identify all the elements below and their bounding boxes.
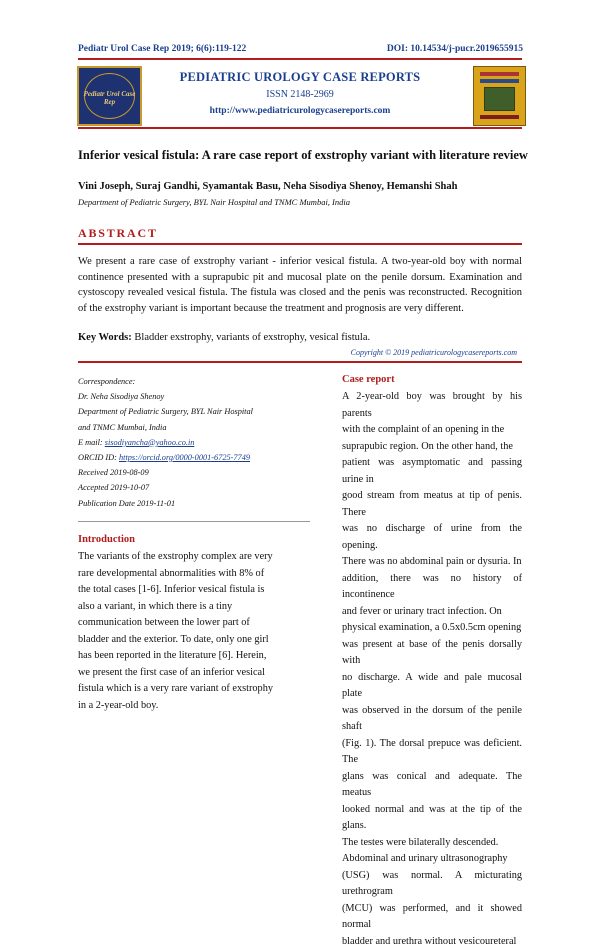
orcid-link[interactable]: https://orcid.org/0000-0001-6725-7749 bbox=[119, 453, 250, 462]
keywords-text: Bladder exstrophy, variants of exstrophy, vesical fistula. bbox=[132, 332, 370, 343]
email-link[interactable]: sisodiyancha@yahoo.co.in bbox=[105, 438, 195, 447]
text-line: rare developmental abnormalities with 8% of bbox=[78, 566, 310, 583]
text-line: suprapubic region. On the other hand, the bbox=[342, 439, 522, 456]
banner-rule bbox=[78, 127, 522, 129]
introduction-text bbox=[78, 549, 310, 714]
text-line: good stream from meatus at tip of penis. There bbox=[342, 488, 522, 521]
article-affiliation: Department of Pediatric Surgery, BYL Nair Hospital and TNMC Mumbai, India bbox=[78, 197, 350, 207]
citation-header: Pediatr Urol Case Rep 2019; 6(6):119-122 bbox=[78, 44, 246, 54]
text-line: in a 2-year-old boy. bbox=[78, 698, 310, 715]
text-line: and fever or urinary tract infection. On bbox=[342, 604, 522, 621]
text-line: The testes were bilaterally descended. bbox=[342, 835, 522, 852]
journal-logo: Pediatr Urol Case Rep bbox=[77, 66, 142, 126]
doi-header: DOI: 10.14534/j-pucr.2019655915 bbox=[387, 44, 523, 54]
text-line: The variants of the exstrophy complex are very bbox=[78, 549, 310, 566]
header-rule bbox=[78, 58, 522, 60]
text-line: (USG) was normal. A micturating urethrogram bbox=[342, 868, 522, 901]
abstract-rule bbox=[78, 243, 522, 245]
text-line: was observed in the dorsum of the penile shaft bbox=[342, 703, 522, 736]
text-line: also a variant, in which there is a tiny bbox=[78, 599, 310, 616]
correspondence-dept-2: and TNMC Mumbai, India bbox=[78, 420, 310, 435]
correspondence-dept: Department of Pediatric Surgery, BYL Nair Hospital bbox=[78, 404, 310, 419]
text-line: has been reported in the literature [6]. Herein, bbox=[78, 648, 310, 665]
publication-date: Publication Date 2019-11-01 bbox=[78, 496, 310, 511]
correspondence-rule bbox=[78, 521, 310, 522]
text-line: glans was conical and adequate. The meatus bbox=[342, 769, 522, 802]
text-line: communication between the lower part of bbox=[78, 615, 310, 632]
correspondence-email: E mail: sisodiyancha@yahoo.co.in bbox=[78, 435, 310, 450]
text-line: the total cases [1-6]. Inferior vesical fistula is bbox=[78, 582, 310, 599]
text-line: (MCU) was performed, and it showed normal bbox=[342, 901, 522, 934]
abstract-text: We present a rare case of exstrophy variant - inferior vesical fistula. A two-year-old boy with normal continence presented with a suprapubic pit and mucosal plate on the penile dorsum. Examination and cystoscopy revealed vesical fistula. The fistula was closed and the penis was reconstructed. Recognition of the exstrophy variant is important because the treatment and prognosis are very different. bbox=[78, 254, 522, 316]
text-line: addition, there was no history of incontinence bbox=[342, 571, 522, 604]
text-line: bladder and the exterior. To date, only one girl bbox=[78, 632, 310, 649]
text-line: A 2-year-old boy was brought by his parents bbox=[342, 389, 522, 422]
text-line: Abdominal and urinary ultrasonography bbox=[342, 851, 522, 868]
article-authors: Vini Joseph, Suraj Gandhi, Syamantak Basu, Neha Sisodiya Shenoy, Hemanshi Shah bbox=[78, 181, 457, 192]
case-report-heading: Case report bbox=[342, 374, 395, 385]
text-line: There was no abdominal pain or dysuria. In bbox=[342, 554, 522, 571]
journal-issn: ISSN 2148-2969 bbox=[0, 89, 600, 100]
journal-url[interactable]: http://www.pediatricurologycasereports.com bbox=[0, 106, 600, 116]
text-line: was no discharge of urine from the opening. bbox=[342, 521, 522, 554]
copyright-notice: Copyright © 2019 pediatricurologycasereports.com bbox=[78, 348, 517, 357]
text-line: (Fig. 1). The dorsal prepuce was deficient. The bbox=[342, 736, 522, 769]
text-line: physical examination, a 0.5x0.5cm opening bbox=[342, 620, 522, 637]
journal-title: PEDIATRIC UROLOGY CASE REPORTS bbox=[0, 70, 600, 85]
text-line: patient was asymptomatic and passing urine in bbox=[342, 455, 522, 488]
accepted-date: Accepted 2019-10-07 bbox=[78, 480, 310, 495]
introduction-heading: Introduction bbox=[78, 534, 135, 545]
text-line: no discharge. A wide and pale mucosal plate bbox=[342, 670, 522, 703]
correspondence-orcid: ORCID ID: https://orcid.org/0000-0001-6725-7749 bbox=[78, 450, 310, 465]
received-date: Received 2019-08-09 bbox=[78, 465, 310, 480]
text-line: looked normal and was at the tip of the glans. bbox=[342, 802, 522, 835]
correspondence-name: Dr. Neha Sisodiya Shenoy bbox=[78, 389, 310, 404]
article-title: Inferior vesical fistula: A rare case report of exstrophy variant with literature review bbox=[78, 148, 528, 163]
text-line: we present the first case of an inferior vesical bbox=[78, 665, 310, 682]
text-line: was present at base of the penis dorsally with bbox=[342, 637, 522, 670]
text-line: fistula which is a very rare variant of exstrophy bbox=[78, 681, 310, 698]
abstract-bottom-rule bbox=[78, 361, 522, 363]
keywords-label: Key Words: bbox=[78, 332, 132, 343]
correspondence-block bbox=[78, 374, 310, 511]
text-line: with the complaint of an opening in the bbox=[342, 422, 522, 439]
text-line: bladder and urethra without vesicoureteral bbox=[342, 934, 522, 950]
correspondence-label: Correspondence: bbox=[78, 374, 310, 389]
abstract-heading: ABSTRACT bbox=[78, 226, 158, 241]
journal-cover-image bbox=[473, 66, 526, 126]
case-report-text bbox=[342, 389, 522, 950]
keywords bbox=[78, 332, 522, 343]
